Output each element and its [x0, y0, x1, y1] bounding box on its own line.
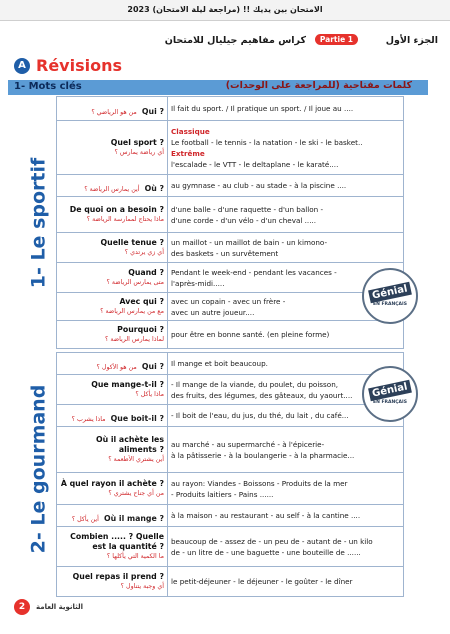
answer-line: d'une corde - d'un vélo - d'un cheval .....	[171, 215, 317, 225]
question-french: Quelle tenue ?	[100, 238, 164, 247]
category-label: Classique	[171, 126, 210, 136]
top-banner	[0, 0, 450, 21]
question-arabic: مع من يمارس الرياضة ؟	[100, 308, 164, 315]
table-row	[57, 427, 404, 473]
table-row	[57, 175, 404, 197]
question-arabic: لماذا يمارس الرياضة ؟	[105, 336, 164, 343]
question-french: Qui ?	[141, 362, 164, 371]
question-french: Quand ?	[128, 268, 164, 277]
table-row	[57, 527, 404, 567]
question-french: Quel sport ?	[110, 138, 164, 147]
question-arabic: أين يشتري الأطعمة ؟	[108, 456, 164, 463]
question-french: Qui ?	[141, 107, 164, 116]
vocab-table-gourmand	[56, 352, 404, 597]
answer-cell	[168, 197, 404, 233]
table-row	[57, 321, 404, 349]
table-row	[57, 353, 404, 375]
mots-cles-bar	[8, 80, 428, 95]
answer-line: Il fait du sport. / Il pratique un sport. / Il joue au ....	[171, 104, 354, 113]
table-row	[57, 233, 404, 263]
question-french: Quel repas il prend ?	[72, 572, 164, 581]
mots-cles-arabic: كلمات مفتاحية (للمراجعة على الوحدات)	[225, 80, 412, 91]
question-cell	[57, 293, 168, 321]
answer-line: - Il mange de la viande, du poulet, du poisson,	[171, 379, 339, 389]
stamp-word: Génial	[368, 379, 412, 400]
question-arabic: من هو الرياضي ؟	[91, 109, 137, 116]
answer-line: avec un autre joueur....	[171, 307, 255, 317]
table-row	[57, 293, 404, 321]
partie-badge: Partie 1	[315, 34, 358, 45]
question-french: À quel rayon il achète ?	[60, 479, 164, 488]
question-arabic: أي زي يرتدي ؟	[124, 249, 164, 256]
mots-cles-title: 1- Mots clés	[14, 81, 82, 92]
answer-line: d'une balle - d'une raquette - d'un ballon -	[171, 204, 324, 214]
question-arabic: أي وجبة يتناول ؟	[120, 583, 164, 590]
answer-cell	[168, 175, 404, 197]
section-label-sportif	[20, 96, 56, 350]
answer-line: l'après-midi.....	[171, 278, 225, 288]
answer-line: l'escalade - le VTT - le deltaplane - le karaté....	[171, 159, 339, 169]
question-cell	[57, 567, 168, 597]
answer-line: avec un copain - avec un frère -	[171, 296, 286, 306]
answer-line: Il mange et boit beaucoup.	[171, 359, 268, 368]
answer-line: beaucoup de - assez de - un peu de - autant de - un kilo	[171, 536, 373, 546]
stamp-word: Génial	[368, 281, 412, 302]
table-row	[57, 375, 404, 405]
question-french: Avec qui ?	[119, 297, 164, 306]
page-header	[4, 30, 438, 52]
answer-line: pour être en bonne santé. (en pleine forme)	[171, 330, 330, 339]
genial-stamp	[362, 366, 418, 422]
question-cell	[57, 197, 168, 233]
answer-cell	[168, 427, 404, 473]
section-letter-badge: A	[14, 58, 30, 74]
unit-title: الجزء الأول	[385, 35, 438, 46]
question-arabic: من أي جناح يشتري ؟	[108, 490, 164, 497]
question-french: Où il achète les aliments ?	[95, 435, 164, 454]
table-row	[57, 405, 404, 427]
question-french: Que boit-il ?	[110, 414, 164, 423]
answer-line: - Produits laitiers - Pains ......	[171, 489, 274, 499]
answer-line: au gymnase - au club - au stade - à la piscine ....	[171, 181, 347, 190]
question-arabic: أين يأكل ؟	[71, 516, 99, 523]
question-french: De quoi on a besoin ?	[69, 205, 164, 214]
answer-line: à la pâtisserie - à la boulangerie - à la pharmacie...	[171, 450, 355, 460]
question-cell	[57, 321, 168, 349]
answer-line: de - un litre de - une baguette - une bouteille de ......	[171, 547, 361, 557]
table-row	[57, 263, 404, 293]
answer-cell	[168, 567, 404, 597]
section-label-text: 2- Le gourmand	[27, 384, 49, 554]
answer-line: des fruits, des légumes, des gâteaux, du yaourt....	[171, 390, 353, 400]
revisions-title: Révisions	[36, 56, 122, 75]
answer-cell	[168, 233, 404, 263]
vocab-table-sportif	[56, 96, 404, 349]
question-arabic: ماذا يشرب ؟	[71, 416, 106, 423]
top-banner-text: الامتحان بين يديك !! (مراجعة ليلة الامتحان) 2023	[127, 5, 323, 14]
question-cell	[57, 353, 168, 375]
section-label-text: 1- Le sportif	[27, 157, 49, 289]
question-arabic: ماذا يحتاج لممارسة الرياضة ؟	[86, 216, 164, 223]
question-arabic: ما الكمية التي يأكلها ؟	[106, 553, 164, 560]
answer-line: des baskets - un survêtement	[171, 248, 279, 258]
question-cell	[57, 121, 168, 175]
table-row	[57, 197, 404, 233]
answer-cell	[168, 321, 404, 349]
question-cell	[57, 405, 168, 427]
question-cell	[57, 505, 168, 527]
question-cell	[57, 263, 168, 293]
answer-line: à la maison - au restaurant - au self - à la cantine ....	[171, 511, 361, 520]
stamp-subtitle: EN FRANÇAIS	[373, 301, 407, 307]
answer-cell	[168, 527, 404, 567]
answer-cell	[168, 505, 404, 527]
page-footer	[14, 598, 83, 616]
answer-cell	[168, 353, 404, 375]
question-cell	[57, 175, 168, 197]
table-row	[57, 97, 404, 121]
answer-line: au rayon: Viandes - Boissons - Produits de la mer	[171, 478, 348, 488]
booklet-subtitle: كراس مفاهيم جيليال للامتحان	[164, 35, 306, 46]
question-cell	[57, 473, 168, 505]
answer-line: Le football - le tennis - la natation - le ski - le basket..	[171, 137, 363, 147]
question-cell	[57, 233, 168, 263]
answer-line: - Il boit de l'eau, du jus, du thé, du lait , du café...	[171, 411, 349, 420]
question-arabic: ماذا يأكل ؟	[135, 391, 164, 398]
question-french: Pourquoi ?	[117, 325, 164, 334]
question-cell	[57, 427, 168, 473]
answer-line: Pendant le week-end - pendant les vacances -	[171, 267, 337, 277]
question-arabic: من هو الأكول ؟	[96, 364, 137, 371]
question-arabic: أين يمارس الرياضة ؟	[84, 186, 140, 193]
answer-line: au marché - au supermarché - à l'épicerie-	[171, 439, 325, 449]
section-label-gourmand	[20, 352, 56, 586]
page-number: 2	[14, 599, 30, 615]
question-french: Où ?	[144, 184, 164, 193]
table-row	[57, 473, 404, 505]
answer-cell	[168, 121, 404, 175]
table-row	[57, 121, 404, 175]
table-row	[57, 505, 404, 527]
category-label: Extrême	[171, 148, 205, 158]
question-cell	[57, 375, 168, 405]
answer-cell	[168, 473, 404, 505]
table-row	[57, 567, 404, 597]
question-arabic: متى يمارس الرياضة ؟	[106, 279, 164, 286]
grade-label: الثانوية العامة	[36, 603, 84, 611]
genial-stamp	[362, 268, 418, 324]
answer-line: le petit-déjeuner - le déjeuner - le goûter - le dîner	[171, 577, 353, 586]
question-cell	[57, 527, 168, 567]
revisions-heading	[14, 56, 154, 78]
question-french: Où il mange ?	[104, 514, 164, 523]
stamp-subtitle: EN FRANÇAIS	[373, 399, 407, 405]
question-arabic: أي رياضة يمارس ؟	[114, 149, 164, 156]
answer-cell	[168, 97, 404, 121]
question-french: Combien ..... ? Quelle est la quantité ?	[70, 532, 164, 551]
answer-line: un maillot - un maillot de bain - un kimono-	[171, 237, 328, 247]
question-cell	[57, 97, 168, 121]
question-french: Que mange-t-il ?	[91, 380, 164, 389]
